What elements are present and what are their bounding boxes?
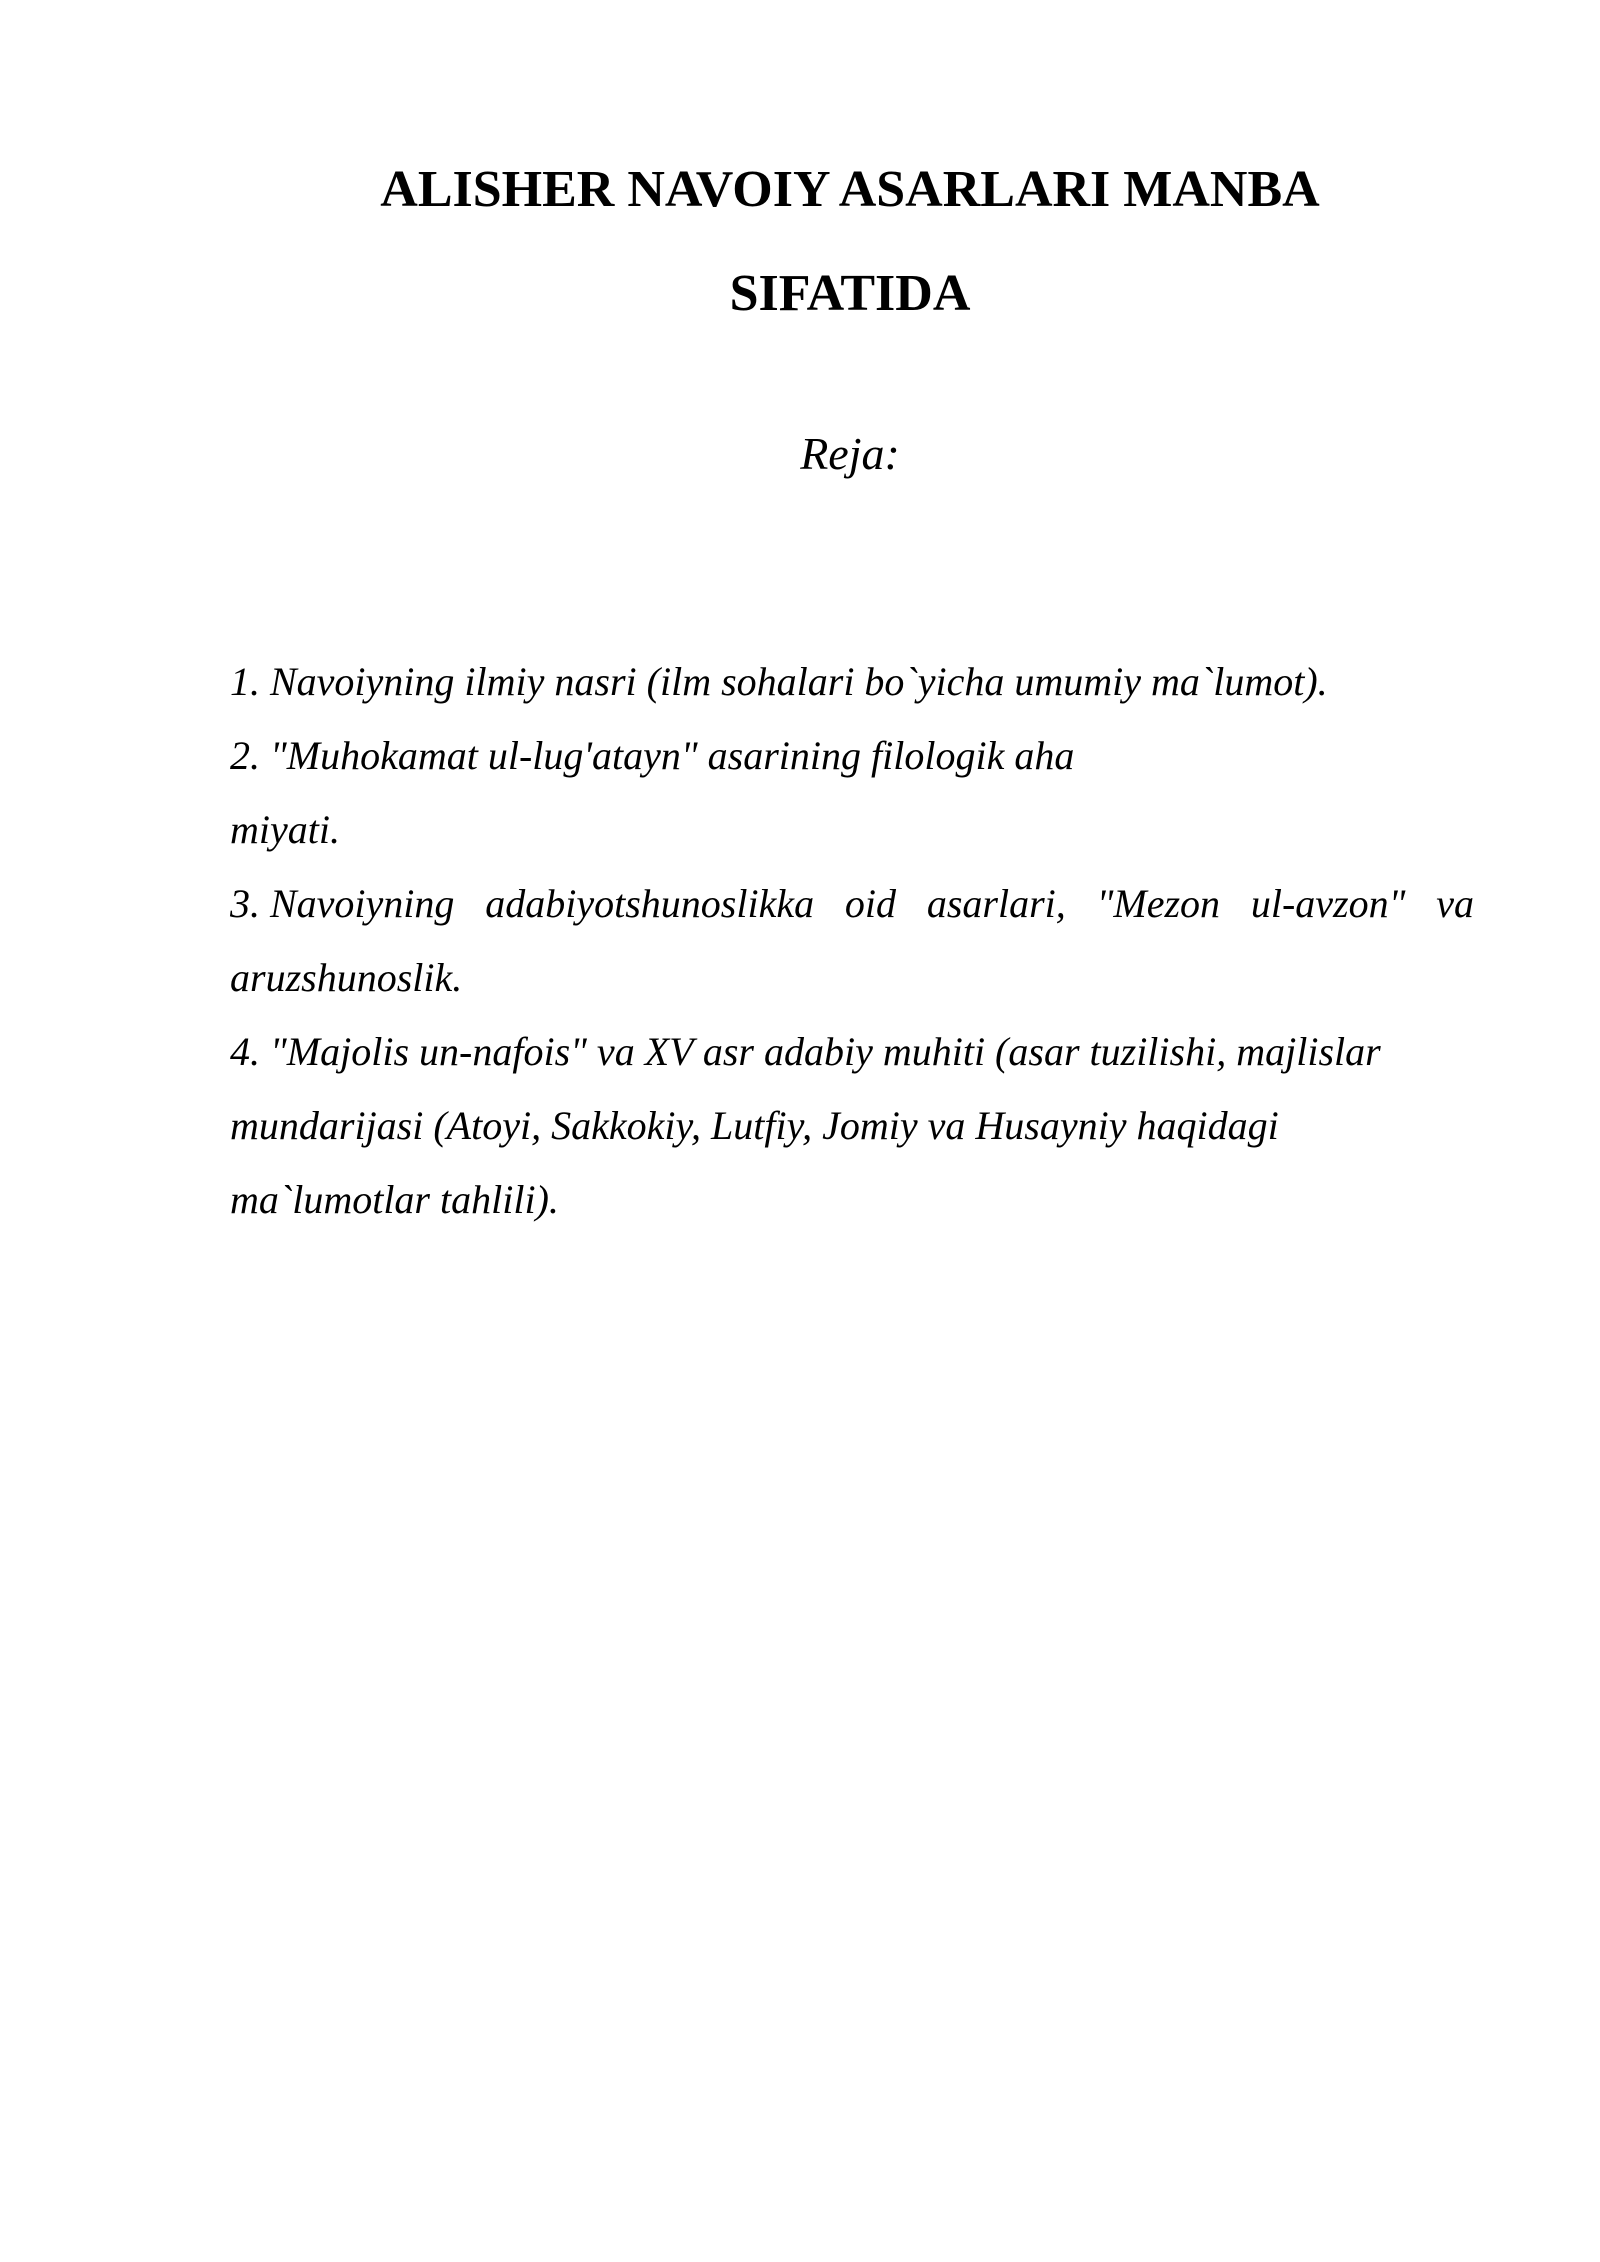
plan-item-1 xyxy=(230,658,1328,706)
plan-item-3-continuation: aruzshunoslik. xyxy=(230,955,463,1000)
plan-item-1-text: Navoiyning ilmiy nasri (ilm sohalari bo`yicha umumiy ma`lumot). xyxy=(270,659,1328,704)
document-title-line-2: SIFATIDA xyxy=(729,265,971,322)
plan-item-4-continuation-1: mundarijasi (Atoyi, Sakkokiy, Lutfiy, Jomiy va Husayniy haqidagi xyxy=(230,1103,1279,1148)
plan-item-2-continuation: miyati. xyxy=(230,807,340,852)
plan-item-1-number: 1. xyxy=(230,659,260,704)
plan-heading: Reja: xyxy=(800,428,900,479)
document-title-line-1: ALISHER NAVOIY ASARLARI MANBA xyxy=(380,161,1320,218)
plan-item-4 xyxy=(230,1028,1381,1076)
plan-item-2-line-1: "Muhokamat ul-lug'atayn" asarining filologik aha xyxy=(270,733,1075,778)
plan-item-4-number: 4. xyxy=(230,1029,260,1074)
plan-item-3-line-1: Navoiyning adabiyotshunoslikka oid asarlari, "Mezon ul-avzon" va xyxy=(270,881,1474,926)
plan-item-2 xyxy=(230,732,1074,780)
plan-item-2-number: 2. xyxy=(230,733,260,778)
plan-item-4-line-1: "Majolis un-nafois" va XV asr adabiy muhiti (asar tuzilishi, majlislar xyxy=(270,1029,1381,1074)
plan-item-3-number: 3. xyxy=(230,881,260,926)
plan-item-4-continuation-2: ma`lumotlar tahlili). xyxy=(230,1177,559,1222)
plan-item-3 xyxy=(230,880,1474,928)
